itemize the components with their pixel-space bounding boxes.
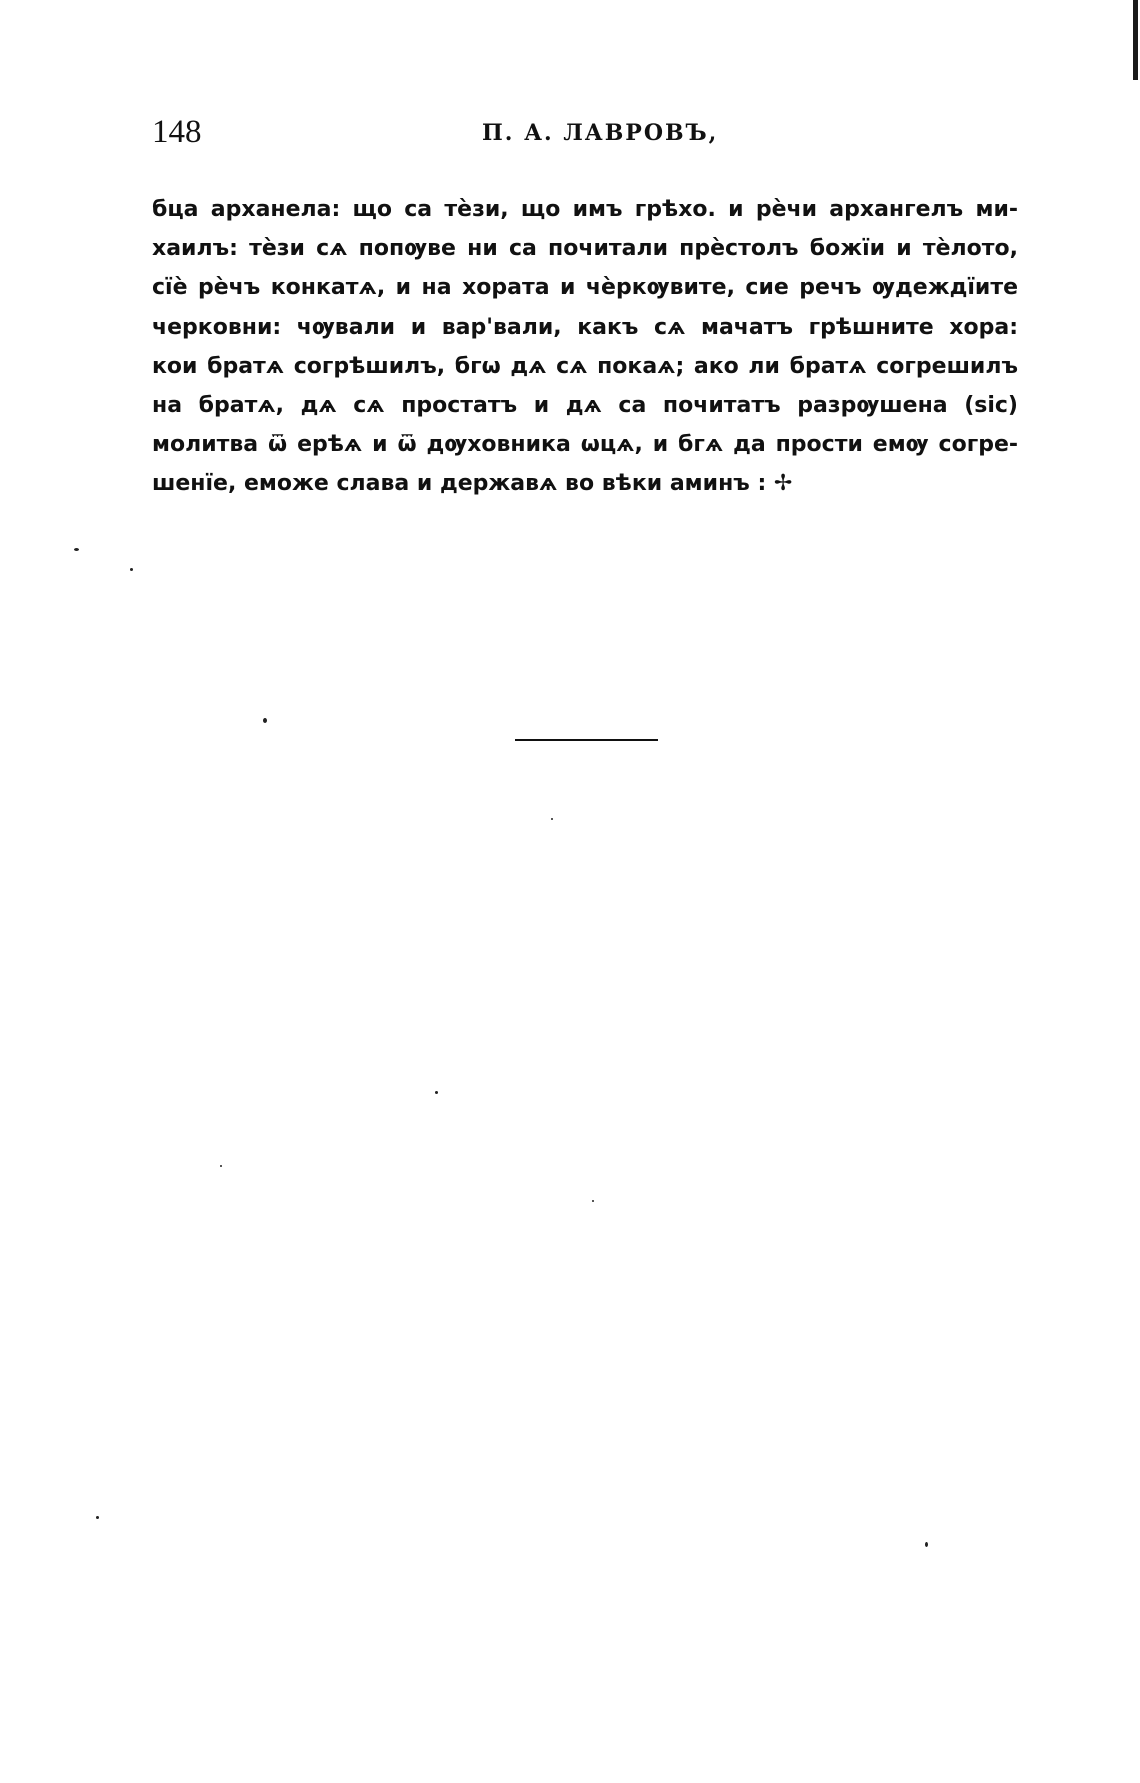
scan-speck bbox=[74, 548, 79, 551]
scan-speck bbox=[130, 568, 133, 571]
scan-speck bbox=[551, 818, 553, 820]
text-line: бцa арханела: що са тѐзи, що имъ грѣхо. и рѐчи архангелъ ми- bbox=[152, 197, 1018, 222]
section-divider bbox=[515, 739, 658, 741]
page-header bbox=[152, 112, 1018, 152]
text-line: шенїе, еможе слава и державѧ во вѣки аминъ : ✢ bbox=[152, 471, 793, 497]
scan-speck bbox=[592, 1200, 594, 1202]
scan-edge bbox=[1133, 0, 1138, 80]
text-line: кои братѧ согрѣшилъ, бгѡ дѧ сѧ покаѧ; ако ли братѧ согрешилъ bbox=[152, 353, 1018, 379]
body-text bbox=[152, 190, 1018, 504]
text-line: сїѐ рѐчъ конкатѧ, и на хората и чѐркѹвите, сие речъ ѹдеждїите bbox=[152, 275, 1018, 301]
scan-speck bbox=[435, 1091, 438, 1094]
text-line: черковни: чѹвали и вар'вали, какъ сѧ мачатъ грѣшните хора: bbox=[152, 314, 1018, 340]
scan-speck bbox=[263, 718, 267, 723]
scan-speck bbox=[96, 1516, 99, 1519]
text-line: хаилъ: тѐзи сѧ попѹве ни са почитали прѐстолъ божїи и тѐлото, bbox=[152, 236, 1018, 262]
scan-speck bbox=[925, 1542, 928, 1547]
scan-speck bbox=[220, 1165, 222, 1167]
running-head: П. А. ЛАВРОВЪ, bbox=[482, 120, 719, 146]
text-line: молитва ѿ ерѣѧ и ѿ дѹховника ѡцѧ, и бгѧ да прости емѹ согре- bbox=[152, 432, 1018, 458]
page-number: 148 bbox=[152, 114, 202, 150]
text-line: на братѧ, дѧ сѧ простатъ и дѧ са почитатъ разрѹшена (sic) bbox=[152, 393, 1018, 419]
